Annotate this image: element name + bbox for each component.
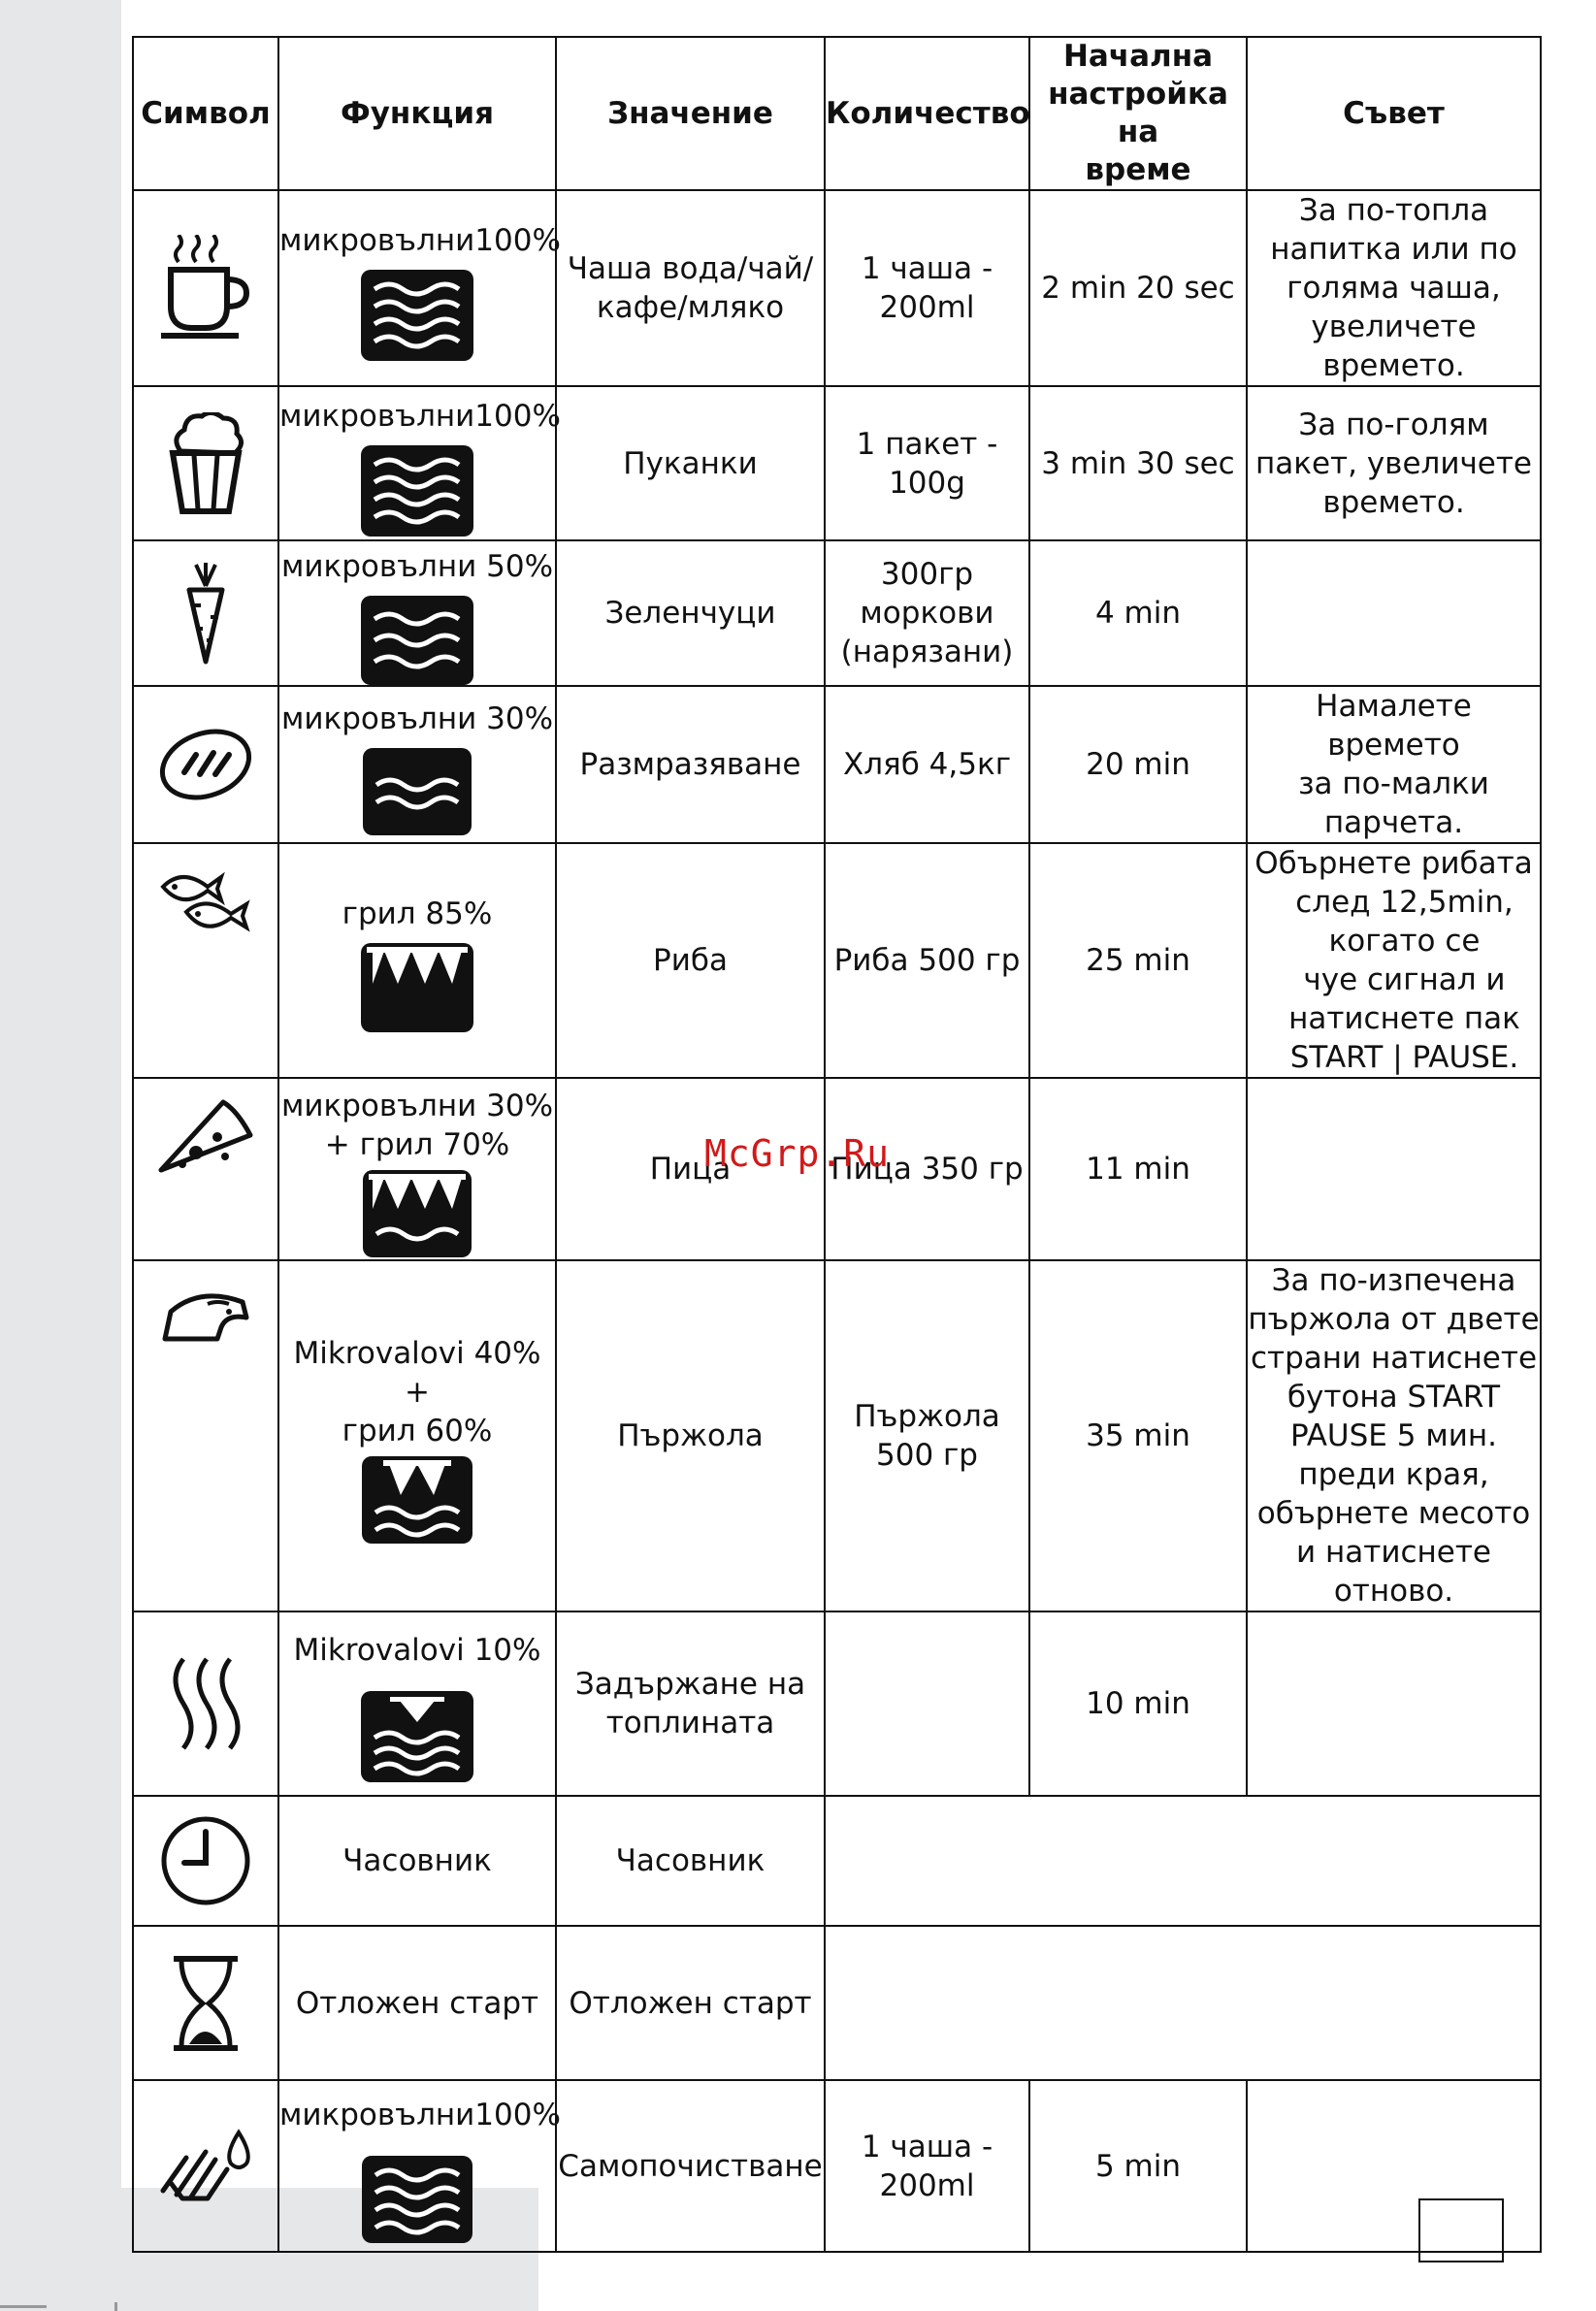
meaning-cell: Пържола bbox=[556, 1260, 825, 1611]
symbol-cell bbox=[133, 686, 278, 843]
grill-microwave-icon bbox=[363, 1170, 472, 1257]
grill-microwave-small-icon bbox=[362, 1456, 472, 1544]
steak-icon bbox=[161, 1290, 250, 1343]
function-label: микровълни100% bbox=[279, 398, 561, 434]
tip-cell bbox=[1247, 1611, 1541, 1796]
table-row bbox=[133, 2080, 1541, 2252]
empty-merged-cell bbox=[825, 1926, 1541, 2080]
tip-cell bbox=[1247, 686, 1541, 843]
tip-cell bbox=[1247, 540, 1541, 686]
tip-text: натиснете пак bbox=[1288, 1001, 1520, 1036]
table-row bbox=[133, 843, 1541, 1078]
meaning-cell: Чаша вода/чай/ кафе/мляко bbox=[556, 190, 825, 386]
time-cell: 35 min bbox=[1029, 1260, 1247, 1611]
table-row bbox=[133, 540, 1541, 686]
time-cell: 5 min bbox=[1029, 2080, 1247, 2252]
tip-text: след 12,5min, bbox=[1295, 885, 1514, 920]
function-cell bbox=[278, 190, 561, 386]
time-cell: 3 min 30 sec bbox=[1029, 386, 1247, 540]
function-label: микровълни100% bbox=[279, 223, 561, 258]
tip-cell bbox=[1247, 190, 1541, 386]
symbol-cell bbox=[133, 1078, 278, 1260]
tip-text: чуе сигнал и bbox=[1303, 962, 1506, 997]
function-cell bbox=[278, 686, 556, 843]
header-symbol: Символ bbox=[133, 37, 278, 190]
microwave-low-icon bbox=[363, 748, 472, 835]
meaning-cell: Самопочистване bbox=[556, 2080, 825, 2252]
header-start-time: Начална настройка на време bbox=[1029, 37, 1247, 190]
header-quantity: Количество bbox=[825, 37, 1029, 190]
time-cell: 2 min 20 sec bbox=[1029, 190, 1247, 386]
table-row bbox=[133, 386, 1541, 540]
function-label: микровълни 50% bbox=[280, 549, 554, 584]
table-row bbox=[133, 190, 1541, 386]
tip-cell bbox=[1247, 1260, 1541, 1611]
meaning-cell: Часовник bbox=[556, 1796, 825, 1926]
microwave-icon bbox=[361, 596, 473, 685]
symbol-cell bbox=[133, 843, 278, 1078]
tip-cell bbox=[1247, 843, 1541, 1078]
table-row bbox=[133, 1611, 1541, 1796]
table-header-row bbox=[133, 37, 1541, 190]
function-label: микровълни100% bbox=[279, 2097, 561, 2132]
page-number-box bbox=[1418, 2198, 1504, 2262]
quantity-cell: Риба 500 гр bbox=[825, 843, 1029, 1078]
quantity-cell: 1 чаша - 200ml bbox=[825, 2080, 1029, 2252]
function-label: микровълни 30% bbox=[280, 701, 554, 736]
meaning-cell: Размразяване bbox=[556, 686, 825, 843]
corner-mark bbox=[0, 2305, 47, 2308]
time-cell: 10 min bbox=[1029, 1611, 1247, 1796]
cup-icon bbox=[159, 235, 252, 342]
grill-icon bbox=[361, 943, 473, 1032]
function-cell bbox=[278, 1260, 556, 1611]
tip-text: За по-изпечена пържола от двете страни натиснете бутона START PAUSE 5 мин. преди края, обърнете месото и натиснете отново. bbox=[1248, 1263, 1540, 1609]
bread-icon bbox=[155, 726, 256, 803]
meaning-cell: Пица bbox=[556, 1078, 825, 1260]
function-cell: Отложен старт bbox=[278, 1926, 556, 2080]
meaning-cell: Задържане на топлината bbox=[556, 1611, 825, 1796]
header-meaning: Значение bbox=[556, 37, 825, 190]
quantity-cell: Хляб 4,5кг bbox=[825, 686, 1029, 843]
table-row bbox=[133, 1926, 1541, 2080]
tip-text: Обърнете рибата bbox=[1254, 846, 1533, 881]
symbol-cell bbox=[133, 1796, 278, 1926]
function-label: грил 85% bbox=[342, 896, 493, 931]
meaning-cell: Отложен старт bbox=[556, 1926, 825, 2080]
header-tip: Съвет bbox=[1247, 37, 1541, 190]
meaning-cell: Пуканки bbox=[556, 386, 825, 540]
symbol-cell bbox=[133, 1611, 278, 1796]
time-cell: 4 min bbox=[1029, 540, 1247, 686]
quantity-cell: 1 пакет - 100g bbox=[825, 386, 1029, 540]
tip-text: когато се bbox=[1328, 924, 1481, 959]
tip-text: Намалете времето за по-малки парчета. bbox=[1298, 689, 1489, 840]
function-cell bbox=[278, 2080, 561, 2252]
function-label: микровълни 30% + грил 70% bbox=[280, 1089, 554, 1162]
tip-cell bbox=[1247, 1078, 1541, 1260]
cleaning-icon bbox=[157, 2123, 254, 2210]
tip-cell bbox=[1247, 386, 1541, 540]
table-row bbox=[133, 686, 1541, 843]
meaning-cell: Зеленчуци bbox=[556, 540, 825, 686]
tip-text: За по-топла напитка или по голяма чаша, увеличете времето. bbox=[1270, 193, 1517, 383]
symbol-cell bbox=[133, 1260, 278, 1611]
function-cell bbox=[278, 1611, 556, 1796]
watermark: McGrp.Ru bbox=[704, 1132, 891, 1175]
function-cell: Часовник bbox=[278, 1796, 556, 1926]
symbol-cell bbox=[133, 190, 278, 386]
keep-warm-icon bbox=[361, 1691, 473, 1782]
table-row bbox=[133, 1260, 1541, 1611]
header-function: Функция bbox=[278, 37, 556, 190]
symbol-cell bbox=[133, 2080, 278, 2252]
microwave-icon bbox=[361, 270, 473, 361]
symbol-cell bbox=[133, 386, 278, 540]
quantity-cell: Пържола 500 гр bbox=[825, 1260, 1029, 1611]
time-cell: 25 min bbox=[1029, 843, 1247, 1078]
clock-icon bbox=[159, 1814, 252, 1907]
function-cell bbox=[278, 540, 556, 686]
function-label: Mikrovalovi 40% + грил 60% bbox=[293, 1336, 541, 1448]
quantity-cell: 300гр моркови (нарязани) bbox=[825, 540, 1029, 686]
microwave-icon bbox=[361, 445, 473, 537]
corner-tick bbox=[114, 2302, 117, 2311]
pizza-icon bbox=[157, 1096, 254, 1174]
carrot-icon bbox=[181, 561, 230, 666]
quantity-cell bbox=[825, 1611, 1029, 1796]
function-label: Mikrovalovi 10% bbox=[293, 1633, 541, 1668]
popcorn-icon bbox=[167, 412, 244, 515]
meaning-cell: Риба bbox=[556, 843, 825, 1078]
table-row bbox=[133, 1796, 1541, 1926]
time-cell: 20 min bbox=[1029, 686, 1247, 843]
tip-text: За по-голям пакет, увеличете времето. bbox=[1255, 407, 1532, 520]
tip-text: START | PAUSE. bbox=[1289, 1040, 1519, 1075]
empty-merged-cell bbox=[825, 1796, 1541, 1926]
symbol-cell bbox=[133, 1926, 278, 2080]
microwave-icon bbox=[362, 2156, 472, 2243]
quantity-cell: 1 чаша - 200ml bbox=[825, 190, 1029, 386]
symbol-cell bbox=[133, 540, 278, 686]
function-cell bbox=[278, 386, 561, 540]
quantity-cell: Пица 350 гр bbox=[825, 1078, 1029, 1260]
time-cell: 11 min bbox=[1029, 1078, 1247, 1260]
function-cell bbox=[278, 843, 556, 1078]
fish-icon bbox=[159, 869, 252, 937]
hourglass-icon bbox=[170, 1955, 242, 2052]
function-cell bbox=[278, 1078, 556, 1260]
steam-icon bbox=[162, 1655, 249, 1752]
